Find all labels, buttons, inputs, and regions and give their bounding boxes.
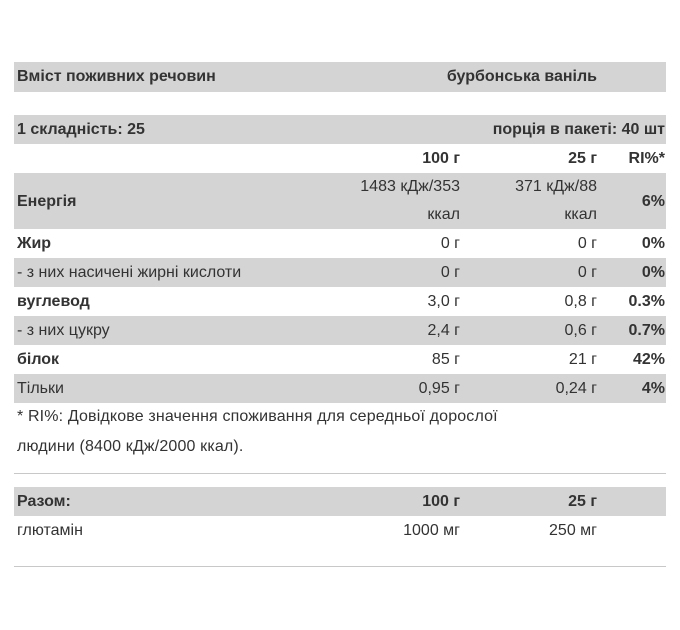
divider bbox=[14, 566, 666, 567]
nutrient-value-100g: 0 г bbox=[440, 264, 460, 281]
nutrient-value-100g: 2,4 г bbox=[427, 322, 460, 339]
nutrient-label: - з них цукру bbox=[17, 322, 110, 339]
nutrition-table bbox=[14, 62, 666, 567]
totals-column-25g: 25 г bbox=[568, 493, 597, 510]
nutrient-ri: 0% bbox=[641, 235, 665, 252]
footnote-line: людини (8400 кДж/2000 ккал). bbox=[17, 438, 244, 455]
table-title: Вміст поживних речовин bbox=[17, 68, 216, 85]
nutrient-ri: 0.3% bbox=[628, 293, 665, 310]
totals-header-row bbox=[14, 487, 666, 516]
nutrient-ri: 0.7% bbox=[628, 322, 665, 339]
nutrient-row-saturates bbox=[14, 258, 666, 287]
totals-label: Разом: bbox=[17, 493, 71, 510]
nutrient-row-sugars bbox=[14, 316, 666, 345]
nutrient-value-25g: 21 г bbox=[568, 351, 597, 368]
nutrient-label: Тільки bbox=[17, 380, 64, 397]
totals-column-100g: 100 г bbox=[422, 493, 460, 510]
serving-row bbox=[14, 115, 666, 144]
table-header-row bbox=[14, 62, 666, 92]
nutrient-row-carbohydrate bbox=[14, 287, 666, 316]
column-header-row bbox=[14, 144, 666, 173]
nutrient-label: Жир bbox=[17, 235, 52, 252]
nutrient-value-100g: 0 г bbox=[440, 235, 460, 252]
ingredient-value-25g: 250 мг bbox=[549, 522, 597, 539]
nutrient-label: вуглевод bbox=[17, 293, 90, 310]
servings-per-pack: порція в пакеті: 40 шт bbox=[492, 121, 665, 138]
nutrient-value-100g-unit: ккал bbox=[427, 206, 460, 223]
nutrient-label: Енергія bbox=[17, 193, 77, 210]
nutrient-value-25g: 0 г bbox=[577, 235, 597, 252]
flavor-name: бурбонська ваніль bbox=[446, 68, 597, 85]
column-25g: 25 г bbox=[568, 150, 597, 167]
nutrient-row-fat bbox=[14, 229, 666, 258]
ingredient-label: глютамін bbox=[17, 522, 83, 539]
nutrient-label: білок bbox=[17, 351, 60, 368]
ingredient-row-glutamine bbox=[14, 516, 666, 545]
column-100g: 100 г bbox=[422, 150, 460, 167]
serving-size: 1 складність: 25 bbox=[17, 121, 145, 138]
nutrient-row-salt bbox=[14, 374, 666, 403]
nutrient-value-100g: 0,95 г bbox=[418, 380, 460, 397]
footnote bbox=[14, 403, 666, 473]
nutrient-ri: 6% bbox=[641, 193, 665, 210]
nutrient-value-100g: 1483 кДж/353 bbox=[360, 178, 460, 195]
ingredient-value-100g: 1000 мг bbox=[403, 522, 460, 539]
nutrient-value-25g-unit: ккал bbox=[564, 206, 597, 223]
nutrient-value-25g: 0 г bbox=[577, 264, 597, 281]
nutrient-row-protein bbox=[14, 345, 666, 374]
nutrient-ri: 42% bbox=[632, 351, 665, 368]
footnote-line: * RI%: Довідкове значення споживання для середньої дорослої bbox=[17, 408, 498, 425]
nutrient-ri: 4% bbox=[641, 380, 665, 397]
nutrient-value-25g: 371 кДж/88 bbox=[515, 178, 597, 195]
nutrient-label: - з них насичені жирні кислоти bbox=[17, 264, 242, 281]
nutrient-value-100g: 85 г bbox=[431, 351, 460, 368]
nutrient-value-25g: 0,6 г bbox=[564, 322, 597, 339]
nutrient-value-25g: 0,24 г bbox=[555, 380, 597, 397]
nutrient-value-25g: 0,8 г bbox=[564, 293, 597, 310]
nutrient-value-100g: 3,0 г bbox=[427, 293, 460, 310]
column-ri: RI%* bbox=[628, 150, 665, 167]
nutrient-row-energy bbox=[14, 173, 666, 229]
nutrient-ri: 0% bbox=[641, 264, 665, 281]
